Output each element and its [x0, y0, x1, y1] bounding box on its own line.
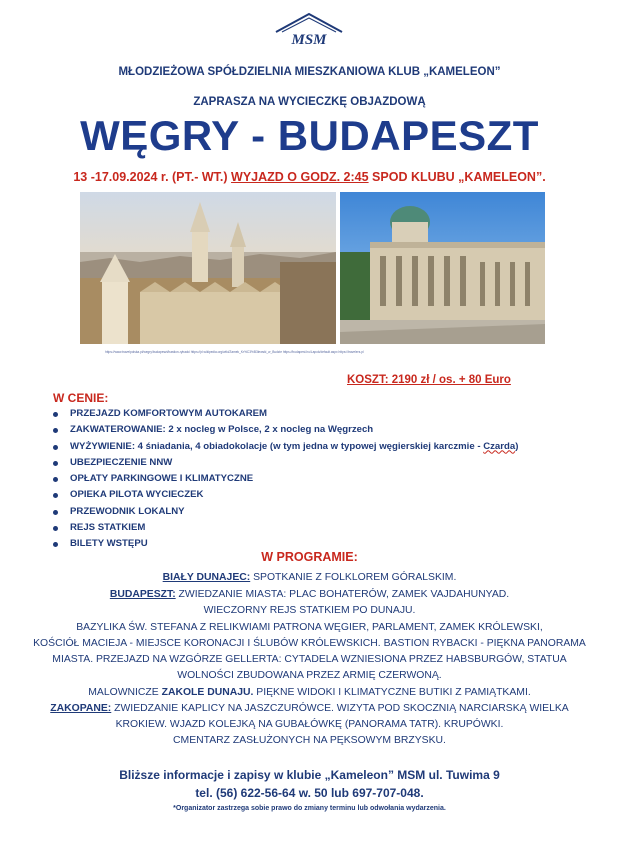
list-item: OPIEKA PILOTA WYCIECZEK — [53, 487, 518, 503]
program-line: CMENTARZ ZASŁUŻONYCH NA PĘKSOWYM BRZYSKU. — [173, 735, 446, 746]
buda-castle-photo — [340, 192, 545, 344]
msm-logo — [273, 12, 345, 48]
date-line — [0, 170, 619, 184]
photo-credits: https://www.travelpolska.pl/wegry/budapeszt/bastion-rybacki https://pl.wikipedia.org/wiki/Zamek_Kr%C3%B3lewski_w_Budzie https://budapest.hu/Lapok/default.aspx https://travelers.pl — [105, 350, 364, 354]
invite-line: ZAPRASZA NA WYCIECZKĘ OBJAZDOWĄ — [193, 96, 426, 108]
list-item: PRZEWODNIK LOKALNY — [53, 504, 518, 520]
date-text: 13 -17.09.2024 r. (PT.- WT.) — [73, 170, 232, 184]
program-budapeszt: BUDAPESZT: ZWIEDZANIE MIASTA: PLAC BOHATERÓW, ZAMEK VAJDAHUNYAD. — [109, 589, 510, 600]
list-item: OPŁATY PARKINGOWE I KLIMATYCZNE — [53, 471, 518, 487]
organization-line: MŁODZIEŻOWA SPÓŁDZIELNIA MIESZKANIOWA KLUB „KAMELEON” — [118, 66, 501, 78]
departure-place: SPOD KLUBU „KAMELEON”. — [368, 170, 546, 184]
list-item: ZAKWATEROWANIE: 2 x nocleg w Polsce, 2 x nocleg na Węgrzech — [53, 422, 518, 438]
bullet-icon — [53, 461, 58, 466]
contact-info: Bliższe informacje i zapisy w klubie „Kameleon” MSM ul. Tuwima 9 — [119, 768, 500, 782]
program-bialy-dunajec: BIAŁY DUNAJEC: SPOTKANIE Z FOLKLOREM GÓRALSKIM. — [162, 572, 457, 583]
included-heading: W CENIE: — [53, 391, 109, 405]
bullet-icon — [53, 428, 58, 433]
program-line: KOŚCIÓŁ MACIEJA - MIEJSCE KORONACJI I ŚLUBÓW KRÓLEWSKICH. BASTION RYBACKI - PIĘKNA PANORAMA — [33, 638, 586, 649]
included-list — [53, 406, 518, 553]
bullet-icon — [53, 510, 58, 515]
program-rejs: WIECZORNY REJS STATKIEM PO DUNAJU. — [203, 605, 416, 616]
list-item: REJS STATKIEM — [53, 520, 518, 536]
budapest-fishermans-bastion-photo — [80, 192, 336, 344]
departure-time: WYJAZD O GODZ. 2:45 — [231, 170, 369, 184]
program-line: WOLNOŚCI ZBUDOWANA PRZEZ ARMIĘ CZERWONĄ. — [177, 670, 442, 681]
logo-text: MSM — [291, 32, 327, 48]
list-item: UBEZPIECZENIE NNW — [53, 455, 518, 471]
list-item: WYŻYWIENIE: 4 śniadania, 4 obiadokolacje (w tym jedna w typowej węgierskiej karczmie - Czarda) — [53, 439, 518, 455]
bullet-icon — [53, 526, 58, 531]
bullet-icon — [53, 542, 58, 547]
bullet-icon — [53, 412, 58, 417]
list-item: BILETY WSTĘPU — [53, 536, 518, 552]
bullet-icon — [53, 445, 58, 450]
list-item: PRZEJAZD KOMFORTOWYM AUTOKAREM — [53, 406, 518, 422]
page-title: WĘGRY - BUDAPESZT — [80, 112, 539, 159]
czarda-word: Czarda — [483, 440, 516, 452]
program-heading: W PROGRAMIE: — [261, 550, 358, 564]
program-zakopane: ZAKOPANE: ZWIEDZANIE KAPLICY NA JASZCZURÓWCE. WIZYTA POD SKOCZNIĄ NARCIARSKĄ WIELKA — [50, 703, 569, 714]
program-line: KROKIEW. WJAZD KOLEJKĄ NA GUBAŁÓWKĘ (PANORAMA TATR). KRUPÓWKI. — [115, 719, 504, 730]
price-cost: KOSZT: 2190 zł / os. + 80 Euro — [347, 374, 511, 386]
disclaimer: *Organizator zastrzega sobie prawo do zmiany terminu lub odwołania wydarzenia. — [173, 805, 446, 812]
program-line: MIASTA. PRZEJAZD NA WZGÓRZE GELLERTA: CYTADELA WZNIESIONA PRZEZ HABSBURGÓW, STATUA — [52, 654, 567, 665]
program-zakole: MALOWNICZE ZAKOLE DUNAJU. PIĘKNE WIDOKI I KLIMATYCZNE BUTIKI Z PAMIĄTKAMI. — [88, 687, 531, 698]
program-line: BAZYLIKA ŚW. STEFANA Z RELIKWIAMI PATRONA WĘGIER, PARLAMENT, ZAMEK KRÓLEWSKI, — [76, 622, 543, 633]
bullet-icon — [53, 477, 58, 482]
bullet-icon — [53, 493, 58, 498]
contact-phone: tel. (56) 622-56-64 w. 50 lub 697-707-048. — [195, 786, 424, 800]
